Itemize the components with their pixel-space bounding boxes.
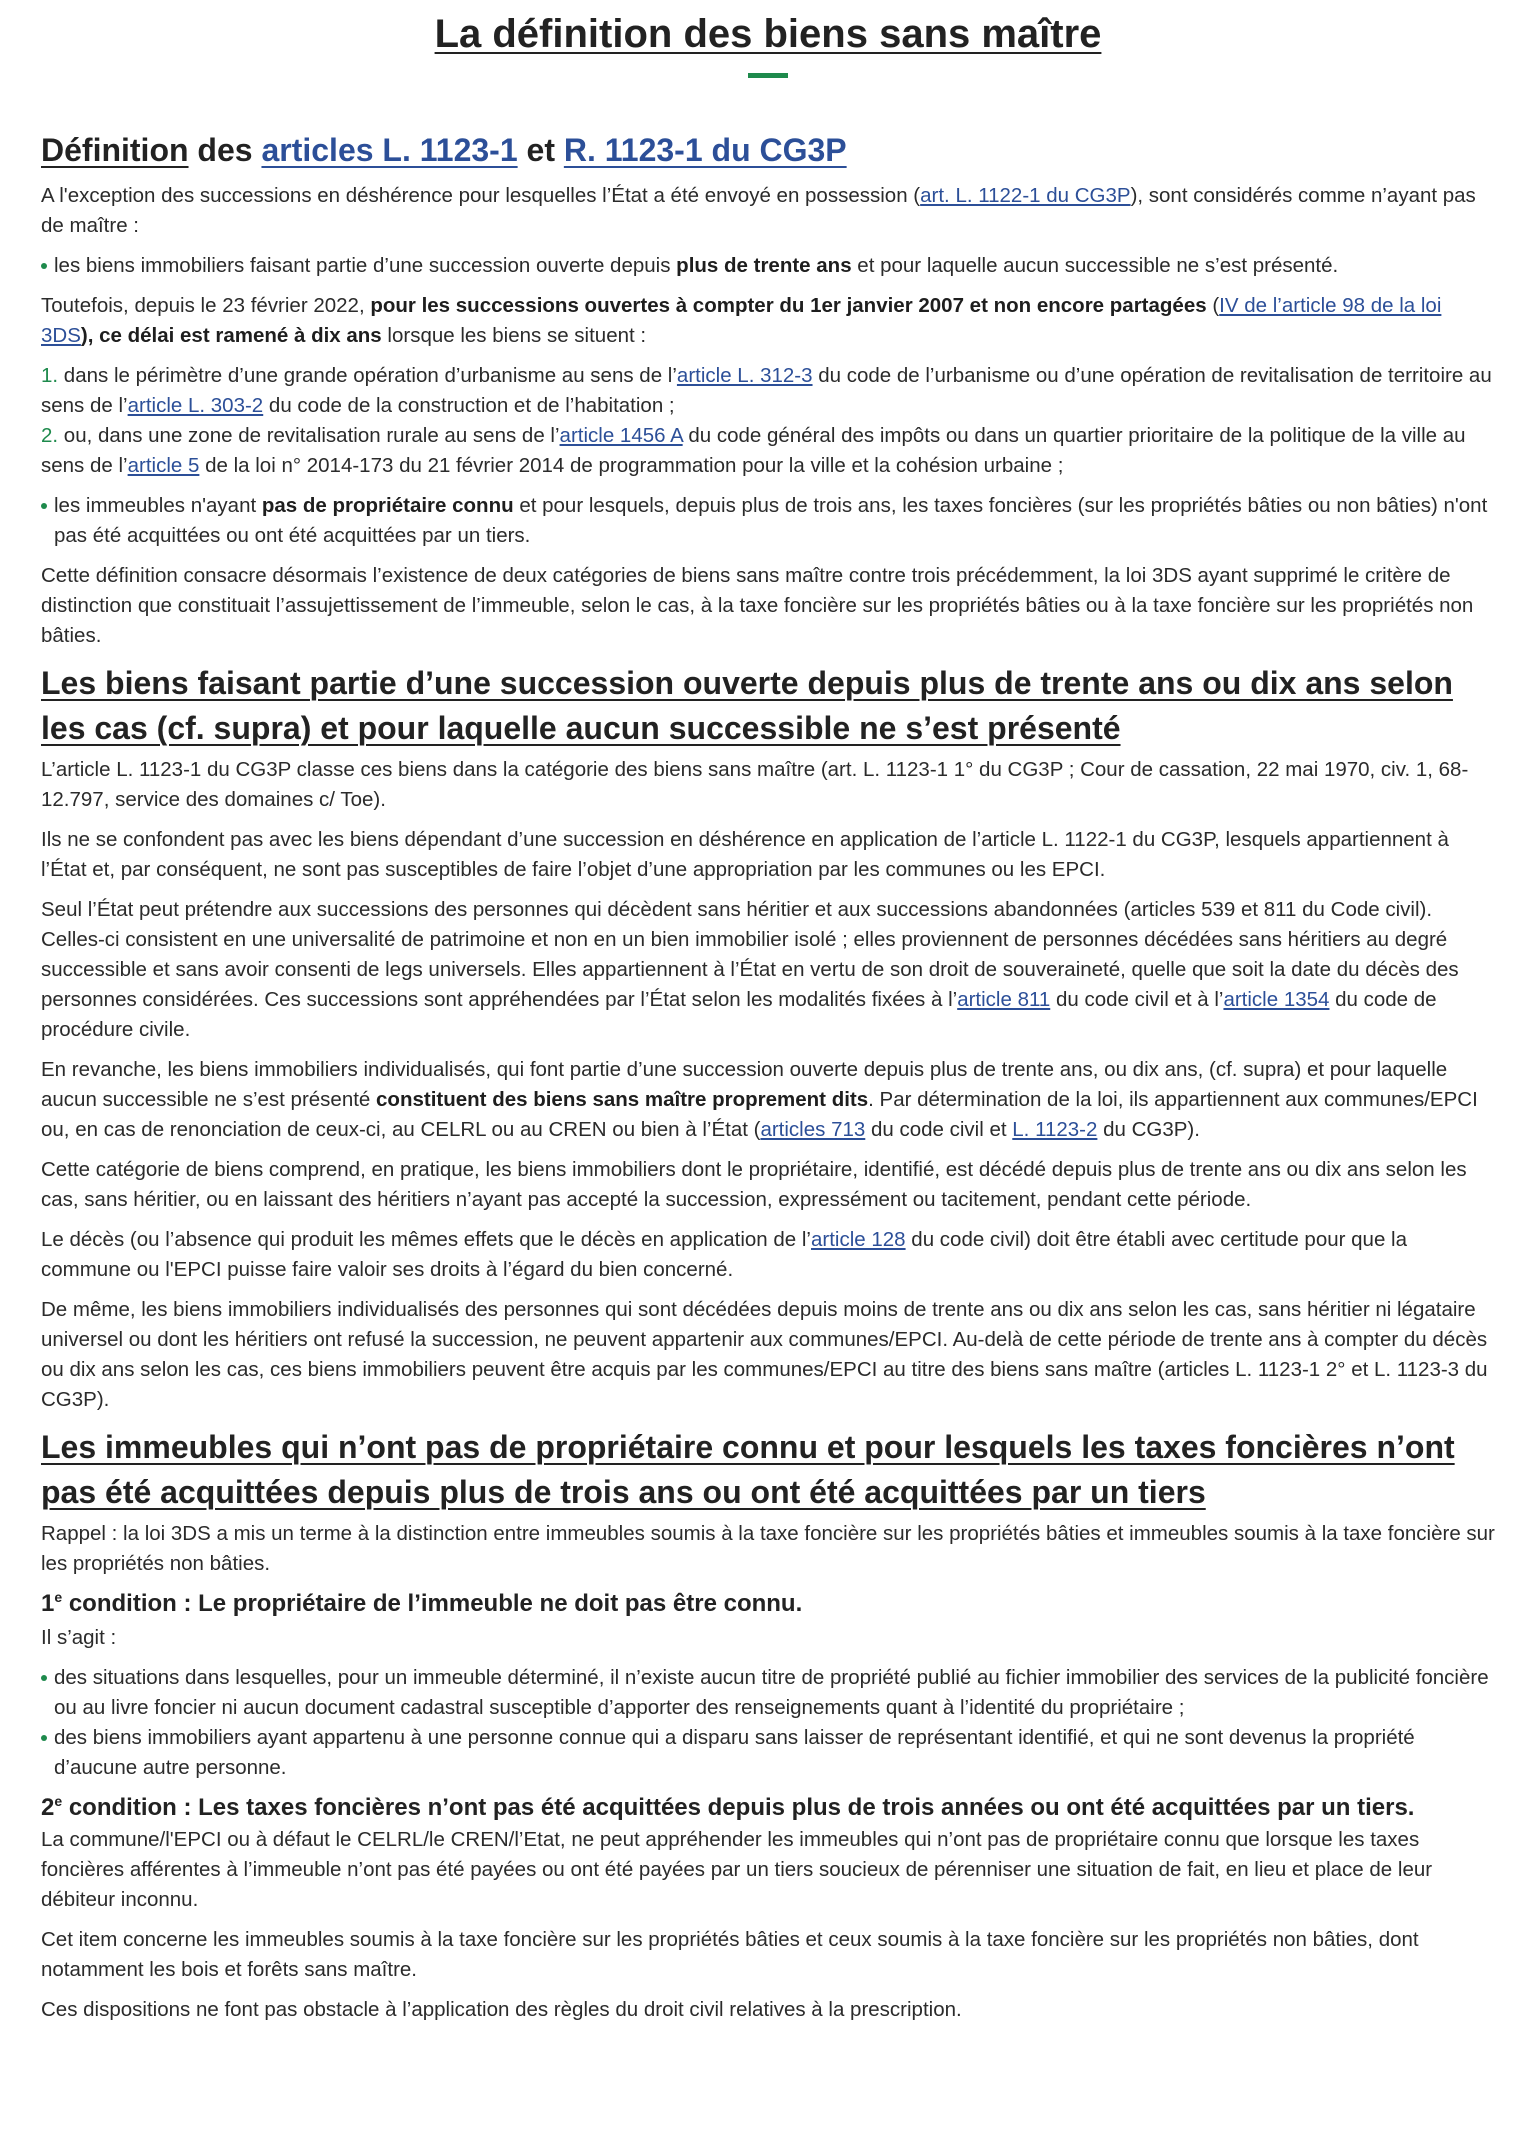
title-accent-rule [748, 73, 788, 78]
link-article-811[interactable]: article 811 [957, 988, 1051, 1011]
paragraph: La commune/l'EPCI ou à défaut le CELRL/le CREN/l’Etat, ne peut appréhender les immeubles qui n’ont pas de propriétaire connu que lorsque les taxes foncières afférentes à l’immeuble n’ont pas été payées ou ont été payées par un tiers soucieux de pérenniser une situation de fait, en lieu et place de leur débiteur inconnu. [41, 1828, 1433, 1911]
bullet-item: les biens immobiliers faisant partie d’une succession ouverte depuis plus de trente ans et pour laquelle aucun successible ne s’est présenté. [41, 251, 1495, 281]
paragraph: Ces dispositions ne font pas obstacle à l’application des règles du droit civil relatives à la prescription. [41, 1998, 962, 2021]
paragraph: A l'exception des successions en déshérence pour lesquelles l’État a été envoyé en possession (art. L. 1122-1 du CG3P), sont considérés comme n’ayant pas de maître : [41, 184, 1476, 237]
link-article-l312-3[interactable]: article L. 312-3 [676, 364, 813, 387]
link-article-1354[interactable]: article 1354 [1223, 988, 1330, 1011]
bullet-item: des situations dans lesquelles, pour un immeuble déterminé, il n’existe aucun titre de propriété publié au fichier immobilier des services de la publicité foncière ou au livre foncier ni aucun document cadastral susceptible d’apporter des renseignements quant à l’identité du propriétaire ; [41, 1663, 1495, 1723]
paragraph: Seul l’État peut prétendre aux successions des personnes qui décèdent sans héritier et aux successions abandonnées (articles 539 et 811 du Code civil). Celles-ci consistent en une universalité de patrimoine et non en un bien immobilier isolé ; elles proviennent de personnes décédées sans héritiers au degré successible et sans avoir consenti de legs universels. Elles appartiennent à l’État en vertu de son droit de souveraineté, quelle que soit la date du décès des personnes considérées. Ces successions sont appréhendées par l’État selon les modalités fixées à l’article 811 du code civil et à l’article 1354 du code de procédure civile. [41, 898, 1459, 1041]
link-articles-713[interactable]: articles 713 [760, 1118, 866, 1141]
numbered-item: 1. dans le périmètre d’une grande opération d’urbanisme au sens de l’article L. 312-3 du code de l’urbanisme ou d’une opération de revitalisation de territoire au sens de l’article L. 303-2 du code de la construction et de l’habitation ; [41, 364, 1492, 417]
paragraph: Cette catégorie de biens comprend, en pratique, les biens immobiliers dont le propriétaire, identifié, est décédé depuis plus de trente ans ou dix ans selon les cas, sans héritier, ou en laissant des héritiers n’ayant pas accepté la succession, expressément ou tacitement, pendant cette période. [41, 1158, 1467, 1211]
paragraph: De même, les biens immobiliers individualisés des personnes qui sont décédées depuis moins de trente ans ou dix ans selon les cas, sans héritier ni légataire universel ou dont les héritiers ont refusé la succession, ne peuvent appartenir aux communes/EPCI. Au-delà de cette période de trente ans à compter du décès ou dix ans selon les cas, ces biens immobiliers peuvent être acquis par les communes/EPCI au titre des biens sans maître (articles L. 1123-1 2° et L. 1123-3 du CG3P). [41, 1298, 1488, 1411]
link-article-5[interactable]: article 5 [127, 454, 200, 477]
bullet-item: les immeubles n'ayant pas de propriétaire connu et pour lesquels, depuis plus de trois ans, les taxes foncières (sur les propriétés bâties ou non bâties) n'ont pas été acquittées ou ont été acquittées par un tiers. [41, 491, 1495, 551]
link-loi-3ds-art98[interactable]: IV de l’article 98 de la loi 3DS [41, 294, 1442, 347]
paragraph: Cette définition consacre désormais l’existence de deux catégories de biens sans maître contre trois précédemment, la loi 3DS ayant supprimé le critère de distinction que constituait l’assujettissement de l’immeuble, selon le cas, à la taxe foncière sur les propriétés bâties ou à la taxe foncière sur les propriétés non bâties. [41, 564, 1474, 647]
heading-definition-word: Définition [41, 132, 189, 168]
page-title: La définition des biens sans maître [434, 12, 1102, 56]
paragraph: Rappel : la loi 3DS a mis un terme à la distinction entre immeubles soumis à la taxe foncière sur les propriétés bâties et immeubles soumis à la taxe foncière sur les propriétés non bâties. [41, 1522, 1495, 1575]
section-successions-heading: Les biens faisant partie d’une succession ouverte depuis plus de trente ans ou dix ans selon les cas (cf. supra) et pour laquelle aucun successible ne s’est présenté [41, 665, 1453, 746]
bullet-item: des biens immobiliers ayant appartenu à une personne connue qui a disparu sans laisser de représentant identifié, et qui ne sont devenus la propriété d’aucune autre personne. [41, 1723, 1495, 1783]
paragraph: Le décès (ou l’absence qui produit les mêmes effets que le décès en application de l’article 128 du code civil) doit être établi avec certitude pour que la commune ou l'EPCI puisse faire valoir ses droits à l’égard du bien concerné. [41, 1228, 1407, 1281]
paragraph: Ils ne se confondent pas avec les biens dépendant d’une succession en déshérence en application de l’article L. 1122-1 du CG3P, lesquels appartiennent à l’État et, par conséquent, ne sont pas susceptibles de faire l’objet d’une appropriation par les communes ou les EPCI. [41, 828, 1449, 881]
section-definition-heading: Définition des articles L. 1123-1 et R. 1123-1 du CG3P [41, 132, 847, 168]
condition-2-heading: 2e condition : Les taxes foncières n’ont pas été acquittées depuis plus de trois années ou ont été acquittées par un tiers. [41, 1793, 1415, 1821]
link-l1123-2[interactable]: L. 1123-2 [1012, 1118, 1098, 1141]
link-art-l1122-1[interactable]: art. L. 1122-1 du CG3P [920, 184, 1131, 207]
paragraph: L’article L. 1123-1 du CG3P classe ces biens dans la catégorie des biens sans maître (art. L. 1123-1 1° du CG3P ; Cour de cassation, 22 mai 1970, civ. 1, 68-12.797, service des domaines c/ Toe). [41, 758, 1469, 811]
list-number: 1. [41, 364, 59, 387]
paragraph: Toutefois, depuis le 23 février 2022, pour les successions ouvertes à compter du 1er janvier 2007 et non encore partagées (IV de l’article 98 de la loi 3DS), ce délai est ramené à dix ans lorsque les biens se situent : [41, 294, 1442, 347]
link-article-1456a[interactable]: article 1456 A [559, 424, 683, 447]
paragraph: Il s’agit : [41, 1626, 117, 1649]
section-immeubles-heading: Les immeubles qui n’ont pas de propriétaire connu et pour lesquels les taxes foncières n’ont pas été acquittées depuis plus de trois ans ou ont été acquittées par un tiers [41, 1429, 1455, 1510]
link-r1123-1-cg3p[interactable]: R. 1123-1 du CG3P [563, 132, 847, 168]
paragraph: Cet item concerne les immeubles soumis à la taxe foncière sur les propriétés bâties et ceux soumis à la taxe foncière sur les propriétés non bâties, dont notamment les bois et forêts sans maître. [41, 1928, 1419, 1981]
list-number: 2. [41, 424, 59, 447]
link-article-128[interactable]: article 128 [811, 1228, 906, 1251]
numbered-item: 2. ou, dans une zone de revitalisation rurale au sens de l’article 1456 A du code général des impôts ou dans un quartier prioritaire de la politique de la ville au sens de l’article 5 de la loi n° 2014-173 du 21 février 2014 de programmation pour la ville et la cohésion urbaine ; [41, 424, 1466, 477]
condition-1-heading: 1e condition : Le propriétaire de l’immeuble ne doit pas être connu. [41, 1589, 803, 1617]
link-articles-l1123-1[interactable]: articles L. 1123-1 [261, 132, 518, 168]
paragraph: En revanche, les biens immobiliers individualisés, qui font partie d’une succession ouverte depuis plus de trente ans, ou dix ans, (cf. supra) et pour laquelle aucun successible ne s’est présenté constituent des biens sans maître proprement dits. Par détermination de la loi, ils appartiennent aux communes/EPCI ou, en cas de renonciation de ceux-ci, au CELRL ou au CREN ou bien à l’État (articles 713 du code civil et L. 1123-2 du CG3P). [41, 1058, 1478, 1141]
link-article-l303-2[interactable]: article L. 303-2 [127, 394, 264, 417]
